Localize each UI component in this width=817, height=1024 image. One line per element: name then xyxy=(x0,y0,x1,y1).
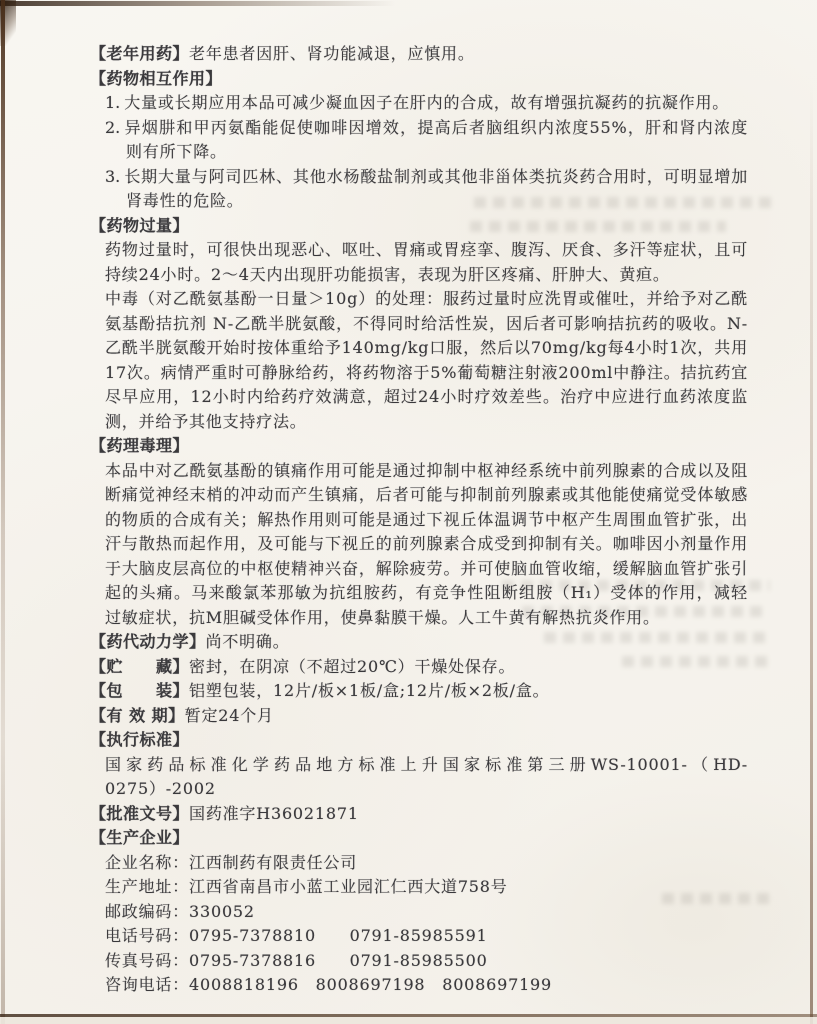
list-item xyxy=(90,116,748,165)
section-label: 【有 效 期】 xyxy=(90,705,185,725)
scan-edge-bottom xyxy=(0,1014,817,1017)
scan-edge-right xyxy=(810,0,813,1024)
section-label: 【药理毒理】 xyxy=(90,436,190,455)
list-text: 异烟肼和甲丙氨酯能促使咖啡因增效，提高后者脑组织内浓度55%，肝和肾内浓度则有所下降。 xyxy=(124,117,748,161)
section-label: 【生产企业】 xyxy=(90,828,190,847)
section-label: 【批准文号】 xyxy=(90,803,190,823)
section-inline-text: 国药准字H36021871 xyxy=(189,803,359,823)
section-label: 【老年用药】 xyxy=(90,44,190,63)
field-value: 0795-7378810 0791-85985591 xyxy=(189,926,488,945)
section-headline xyxy=(90,728,748,753)
section-headline xyxy=(90,826,748,851)
section-drug-interactions xyxy=(90,67,748,214)
info-line xyxy=(90,875,748,900)
field-value: 4008818196 8008697198 8008697199 xyxy=(189,975,553,994)
section-inline-text: 密封，在阴凉（不超过20℃）干燥处保存。 xyxy=(189,656,516,676)
section-label: 【药代动力学】 xyxy=(90,632,206,651)
info-line xyxy=(90,973,748,998)
section-label: 【包 装】 xyxy=(90,681,190,700)
list-marker: 1. xyxy=(105,93,121,112)
list-item xyxy=(90,91,748,116)
section-headline xyxy=(90,42,748,67)
list-marker: 2. xyxy=(105,117,121,137)
info-line xyxy=(90,949,748,974)
info-line xyxy=(90,924,748,949)
list-item xyxy=(90,165,748,214)
section-pharmacology-toxicology xyxy=(90,434,748,630)
section-inline-text: 暂定24个月 xyxy=(184,705,274,725)
section-manufacturer xyxy=(90,826,748,998)
section-headline xyxy=(90,802,748,827)
field-key: 企业名称： xyxy=(105,852,190,872)
section-label: 【药物过量】 xyxy=(90,215,190,235)
scan-edge-bottom-paper xyxy=(0,1017,817,1024)
field-value: 江西制药有限责任公司 xyxy=(189,852,358,872)
section-headline xyxy=(90,630,748,655)
list-text: 大量或长期应用本品可减少凝血因子在肝内的合成，故有增强抗凝药的抗凝作用。 xyxy=(124,93,730,112)
section-executive-standard xyxy=(90,728,748,802)
field-key: 咨询电话： xyxy=(105,975,190,994)
section-storage xyxy=(90,655,748,680)
paragraph: 药物过量时，可很快出现恶心、呕吐、胃痛或胃痉挛、腹泻、厌食、多汗等症状，且可持续24小时。2～4天内出现肝功能损害，表现为肝区疼痛、肝肿大、黄疸。 xyxy=(105,240,748,284)
field-value: 330052 xyxy=(189,901,255,921)
section-approval-number xyxy=(90,802,748,827)
section-headline xyxy=(90,679,748,704)
section-elderly-use xyxy=(90,42,748,67)
paragraph: 中毒（对乙酰氨基酚一日量＞10g）的处理：服药过量时应洗胃或催吐，并给予对乙酰氨基酚拮抗剂 N-乙酰半胱氨酸，不得同时给活性炭，因后者可影响拮抗药的吸收。N-乙酰半胱氨酸开始时按体重给予140mg/kg口服，然后以70mg/kg每4小时1次，共用17次。病情严重时可静脉给药，将药物溶于5%葡萄糖注射液200ml中静注。拮抗药宜尽早应用，12小时内给药疗效满意，超过24小时疗效差些。治疗中应进行血药浓度监测，并给予其他支持疗法。 xyxy=(105,289,748,431)
field-key: 电话号码： xyxy=(105,926,190,945)
section-headline xyxy=(90,67,748,92)
field-key: 生产地址： xyxy=(105,877,190,896)
section-overdose xyxy=(90,214,748,435)
section-headline xyxy=(90,434,748,459)
scan-edge-left xyxy=(1,0,5,1024)
section-headline xyxy=(90,655,748,680)
section-inline-text: 老年患者因肝、肾功能减退，应慎用。 xyxy=(189,44,475,63)
field-key: 传真号码： xyxy=(105,950,190,970)
paragraph: 本品中对乙酰氨基酚的镇痛作用可能是通过抑制中枢神经系统中前列腺素的合成以及阻断痛觉神经末梢的冲动而产生镇痛，后者可能与抑制前列腺素或其他能使痛觉受体敏感的物质的合成有关；解热作用则可能是通过下视丘体温调节中枢产生周围血管扩张，出汗与散热而起作用，及可能与下视丘的前列腺素合成受到抑制有关。咖啡因小剂量作用于大脑皮层高位的中枢使精神兴奋，解除疲劳。并可使脑血管收缩，缓解脑血管扩张引起的头痛。马来酸氯苯那敏为抗组胺药，有竞争性阻断组胺（H₁）受体的作用，减轻过敏症状，抗M胆碱受体作用，使鼻黏膜干燥。人工牛黄有解热抗炎作用。 xyxy=(105,460,748,627)
section-shelf-life xyxy=(90,704,748,729)
section-pharmacokinetics xyxy=(90,630,748,655)
section-inline-text: 尚不明确。 xyxy=(205,632,290,651)
list-text: 长期大量与阿司匹林、其他水杨酸盐制剂或其他非甾体类抗炎药合用时，可明显增加肾毒性的危险。 xyxy=(124,166,748,210)
section-packaging xyxy=(90,679,748,704)
scan-corner-top-left xyxy=(0,0,16,46)
insert-content xyxy=(90,42,748,998)
list-marker: 3. xyxy=(105,166,121,186)
section-label: 【药物相互作用】 xyxy=(90,68,223,88)
scan-edge-top xyxy=(0,1,440,6)
field-key: 邮政编码： xyxy=(105,901,190,921)
field-value: 0795-7378816 0791-85985500 xyxy=(189,950,488,970)
field-value: 江西省南昌市小蓝工业园汇仁西大道758号 xyxy=(189,877,508,896)
section-inline-text: 铝塑包装，12片/板×1板/盒;12片/板×2板/盒。 xyxy=(189,681,550,700)
paragraph: 国家药品标准化学药品地方标准上升国家标准第三册WS-10001-（HD-0275）-2002 xyxy=(105,754,748,798)
section-headline xyxy=(90,704,748,729)
section-label: 【执行标准】 xyxy=(90,730,190,749)
info-line xyxy=(90,900,748,925)
info-line xyxy=(90,851,748,876)
section-headline xyxy=(90,214,748,239)
section-label: 【贮 藏】 xyxy=(90,656,190,676)
